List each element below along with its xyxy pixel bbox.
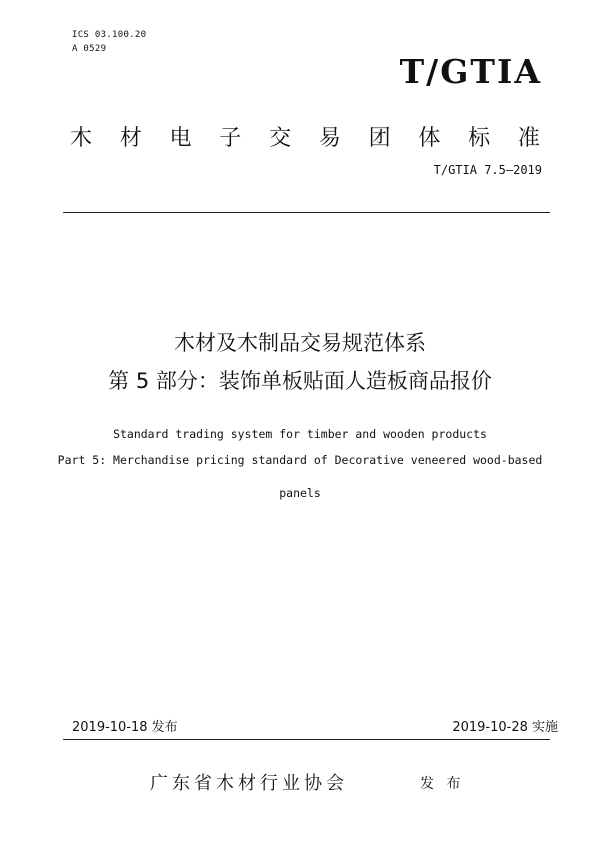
ics-number: ICS 03.100.20 <box>72 30 147 40</box>
standard-code: T/GTIA 7.5—2019 <box>433 163 542 177</box>
title-en-line2: Part 5: Merchandise pricing standard of Decorative veneered wood-based <box>57 453 543 467</box>
top-divider <box>63 212 550 213</box>
organization-title <box>70 124 540 154</box>
title-en-line3: panels <box>279 486 321 500</box>
ccs-number: A 0529 <box>72 44 107 54</box>
org-char: 易 <box>318 126 341 151</box>
issuer-name: 广东省木材行业协会 <box>150 773 348 794</box>
org-char: 子 <box>219 126 242 151</box>
title-cn-line1: 木材及木制品交易规范体系 <box>174 331 426 355</box>
bottom-divider <box>63 739 550 740</box>
publish-date: 2019-10-18 发布 <box>72 720 178 735</box>
org-char: 体 <box>418 126 441 151</box>
implement-date: 2019-10-28 实施 <box>452 720 558 735</box>
org-char: 标 <box>468 126 491 151</box>
org-char: 电 <box>169 126 192 151</box>
standard-logo: T/GTIA <box>399 52 542 91</box>
issue-label: 发 布 <box>420 776 465 792</box>
title-en-line1: Standard trading system for timber and wooden products <box>113 427 487 441</box>
org-char: 材 <box>119 126 142 151</box>
org-char: 交 <box>269 126 292 151</box>
org-char: 准 <box>517 126 540 151</box>
org-char: 木 <box>70 126 93 151</box>
title-cn-line2: 第 5 部分：装饰单板贴面人造板商品报价 <box>108 369 492 393</box>
org-char: 团 <box>368 126 391 151</box>
